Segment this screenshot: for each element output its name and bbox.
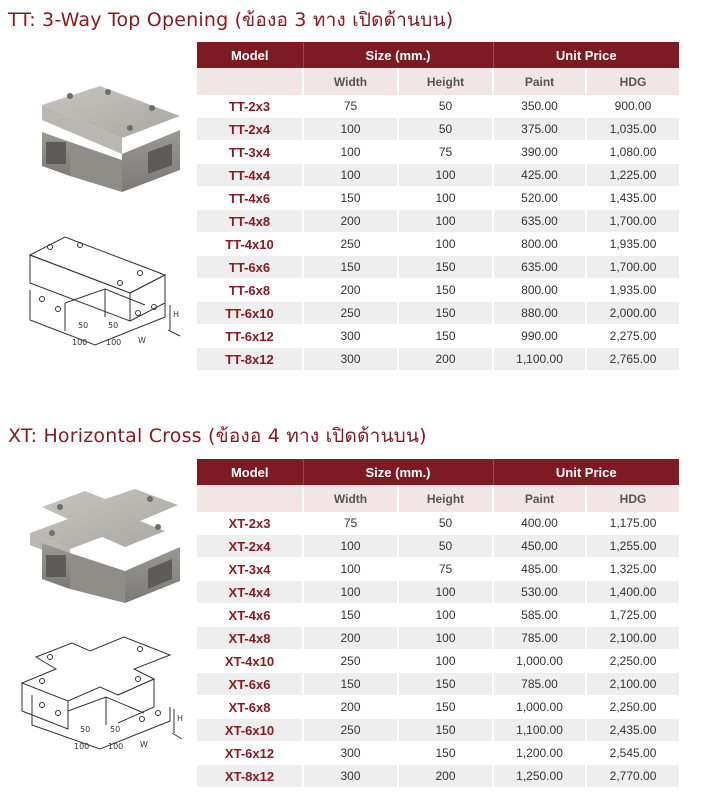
cell-width: 150 bbox=[303, 187, 398, 210]
tt-dim-b1: 100 bbox=[72, 338, 88, 347]
table-row bbox=[197, 719, 679, 742]
cell-model: TT-8x12 bbox=[197, 348, 303, 371]
cell-width: 75 bbox=[303, 512, 398, 535]
cell-height: 150 bbox=[398, 719, 493, 742]
tt-dim-h: H bbox=[173, 310, 180, 319]
cell-width: 300 bbox=[303, 348, 398, 371]
table-row bbox=[197, 210, 679, 233]
tt-title: TT: 3-Way Top Opening (ข้องอ 3 ทาง เปิดด้านบน) bbox=[8, 9, 454, 31]
tt-header-width: Width bbox=[303, 68, 398, 95]
cell-height: 75 bbox=[398, 558, 493, 581]
cell-width: 150 bbox=[303, 604, 398, 627]
cell-hdg: 2,435.00 bbox=[586, 719, 679, 742]
table-row bbox=[197, 581, 679, 604]
cell-hdg: 2,250.00 bbox=[586, 650, 679, 673]
table-row bbox=[197, 325, 679, 348]
cell-model: XT-4x6 bbox=[197, 604, 303, 627]
xt-dimension-drawing bbox=[20, 635, 190, 765]
xt-header-width: Width bbox=[303, 485, 398, 512]
xt-header-size: Size (mm.) bbox=[303, 459, 493, 485]
cell-height: 50 bbox=[398, 118, 493, 141]
xt-header-height: Height bbox=[398, 485, 493, 512]
xt-header-price: Unit Price bbox=[493, 459, 679, 485]
cell-paint: 485.00 bbox=[493, 558, 586, 581]
cell-hdg: 2,100.00 bbox=[586, 673, 679, 696]
cell-width: 300 bbox=[303, 765, 398, 788]
cell-width: 150 bbox=[303, 256, 398, 279]
cell-height: 100 bbox=[398, 187, 493, 210]
xt-price-table bbox=[197, 459, 679, 788]
cell-width: 200 bbox=[303, 279, 398, 302]
cell-model: XT-6x6 bbox=[197, 673, 303, 696]
table-row bbox=[197, 95, 679, 118]
cell-paint: 585.00 bbox=[493, 604, 586, 627]
cell-height: 100 bbox=[398, 627, 493, 650]
cell-height: 100 bbox=[398, 210, 493, 233]
cell-paint: 450.00 bbox=[493, 535, 586, 558]
cell-height: 75 bbox=[398, 141, 493, 164]
cell-height: 150 bbox=[398, 256, 493, 279]
tt-dimension-drawing bbox=[20, 235, 190, 365]
xt-table-body bbox=[197, 512, 679, 788]
xt-dim-a2: 50 bbox=[110, 725, 121, 734]
cell-width: 150 bbox=[303, 673, 398, 696]
table-row bbox=[197, 256, 679, 279]
cell-paint: 375.00 bbox=[493, 118, 586, 141]
cell-width: 200 bbox=[303, 696, 398, 719]
xt-header-blank bbox=[197, 485, 303, 512]
cell-height: 150 bbox=[398, 696, 493, 719]
cell-hdg: 2,765.00 bbox=[586, 348, 679, 371]
table-row bbox=[197, 141, 679, 164]
cell-hdg: 1,725.00 bbox=[586, 604, 679, 627]
cell-paint: 400.00 bbox=[493, 512, 586, 535]
cell-model: TT-4x10 bbox=[197, 233, 303, 256]
cell-model: TT-4x4 bbox=[197, 164, 303, 187]
table-row bbox=[197, 558, 679, 581]
cell-width: 250 bbox=[303, 233, 398, 256]
cell-hdg: 1,080.00 bbox=[586, 141, 679, 164]
cell-width: 250 bbox=[303, 719, 398, 742]
table-row bbox=[197, 302, 679, 325]
cell-width: 300 bbox=[303, 325, 398, 348]
tt-header-height: Height bbox=[398, 68, 493, 95]
tt-table-body bbox=[197, 95, 679, 371]
cell-hdg: 1,435.00 bbox=[586, 187, 679, 210]
cell-width: 100 bbox=[303, 535, 398, 558]
cell-paint: 880.00 bbox=[493, 302, 586, 325]
cell-hdg: 1,175.00 bbox=[586, 512, 679, 535]
cell-model: XT-6x10 bbox=[197, 719, 303, 742]
cell-hdg: 1,400.00 bbox=[586, 581, 679, 604]
cell-width: 100 bbox=[303, 581, 398, 604]
table-row bbox=[197, 535, 679, 558]
cell-width: 100 bbox=[303, 164, 398, 187]
cell-model: TT-2x4 bbox=[197, 118, 303, 141]
cell-hdg: 2,770.00 bbox=[586, 765, 679, 788]
cell-hdg: 1,035.00 bbox=[586, 118, 679, 141]
xt-header-model: Model bbox=[197, 459, 303, 485]
cell-hdg: 1,935.00 bbox=[586, 279, 679, 302]
cell-paint: 425.00 bbox=[493, 164, 586, 187]
tt-price-table bbox=[197, 42, 679, 371]
table-row bbox=[197, 164, 679, 187]
cell-paint: 785.00 bbox=[493, 627, 586, 650]
cell-paint: 390.00 bbox=[493, 141, 586, 164]
cell-hdg: 1,225.00 bbox=[586, 164, 679, 187]
xt-header-paint: Paint bbox=[493, 485, 586, 512]
xt-title: XT: Horizontal Cross (ข้องอ 4 ทาง เปิดด้านบน) bbox=[8, 425, 427, 447]
xt-product-photo bbox=[30, 485, 190, 610]
cell-paint: 635.00 bbox=[493, 256, 586, 279]
tt-dim-a1: 50 bbox=[78, 321, 89, 330]
table-row bbox=[197, 742, 679, 765]
cell-model: XT-6x12 bbox=[197, 742, 303, 765]
cell-hdg: 900.00 bbox=[586, 95, 679, 118]
cell-paint: 530.00 bbox=[493, 581, 586, 604]
xt-dim-a1: 50 bbox=[80, 725, 91, 734]
tt-dim-a2: 50 bbox=[108, 321, 119, 330]
cell-hdg: 1,935.00 bbox=[586, 233, 679, 256]
table-row bbox=[197, 650, 679, 673]
xt-dim-b1: 100 bbox=[74, 742, 90, 751]
tt-dim-b2: 100 bbox=[106, 338, 122, 347]
cell-paint: 785.00 bbox=[493, 673, 586, 696]
cell-model: TT-2x3 bbox=[197, 95, 303, 118]
cell-model: TT-4x6 bbox=[197, 187, 303, 210]
cell-height: 150 bbox=[398, 325, 493, 348]
xt-section bbox=[0, 417, 710, 800]
table-row bbox=[197, 696, 679, 719]
xt-header-hdg: HDG bbox=[586, 485, 679, 512]
cell-height: 50 bbox=[398, 535, 493, 558]
table-row bbox=[197, 118, 679, 141]
cell-hdg: 1,325.00 bbox=[586, 558, 679, 581]
tt-dim-w: W bbox=[138, 336, 146, 345]
cell-height: 100 bbox=[398, 233, 493, 256]
tt-header-hdg: HDG bbox=[586, 68, 679, 95]
cell-height: 100 bbox=[398, 604, 493, 627]
cell-model: XT-6x8 bbox=[197, 696, 303, 719]
tt-product-photo bbox=[30, 80, 190, 205]
cell-height: 150 bbox=[398, 302, 493, 325]
cell-height: 200 bbox=[398, 348, 493, 371]
cell-width: 100 bbox=[303, 141, 398, 164]
cell-model: XT-2x3 bbox=[197, 512, 303, 535]
cell-width: 200 bbox=[303, 210, 398, 233]
cell-paint: 635.00 bbox=[493, 210, 586, 233]
cell-hdg: 2,100.00 bbox=[586, 627, 679, 650]
cell-paint: 1,000.00 bbox=[493, 650, 586, 673]
cell-hdg: 1,700.00 bbox=[586, 210, 679, 233]
cell-width: 200 bbox=[303, 627, 398, 650]
tt-header-size: Size (mm.) bbox=[303, 42, 493, 68]
xt-dim-w: W bbox=[140, 740, 148, 749]
cell-width: 75 bbox=[303, 95, 398, 118]
cell-hdg: 2,545.00 bbox=[586, 742, 679, 765]
cell-model: TT-6x6 bbox=[197, 256, 303, 279]
cell-height: 150 bbox=[398, 279, 493, 302]
cell-height: 100 bbox=[398, 581, 493, 604]
cell-paint: 1,250.00 bbox=[493, 765, 586, 788]
cell-height: 150 bbox=[398, 673, 493, 696]
table-row bbox=[197, 627, 679, 650]
cell-model: TT-6x12 bbox=[197, 325, 303, 348]
table-row bbox=[197, 512, 679, 535]
table-row bbox=[197, 604, 679, 627]
cell-model: TT-3x4 bbox=[197, 141, 303, 164]
table-row bbox=[197, 279, 679, 302]
cell-model: TT-4x8 bbox=[197, 210, 303, 233]
cell-model: XT-4x8 bbox=[197, 627, 303, 650]
tt-header-paint: Paint bbox=[493, 68, 586, 95]
cell-paint: 1,100.00 bbox=[493, 348, 586, 371]
cell-paint: 1,000.00 bbox=[493, 696, 586, 719]
table-row bbox=[197, 187, 679, 210]
cell-hdg: 2,000.00 bbox=[586, 302, 679, 325]
table-row bbox=[197, 673, 679, 696]
cell-width: 100 bbox=[303, 558, 398, 581]
cell-hdg: 1,700.00 bbox=[586, 256, 679, 279]
cell-paint: 990.00 bbox=[493, 325, 586, 348]
cell-model: XT-2x4 bbox=[197, 535, 303, 558]
cell-height: 100 bbox=[398, 650, 493, 673]
tt-section bbox=[0, 0, 710, 395]
table-row bbox=[197, 765, 679, 788]
cell-model: XT-3x4 bbox=[197, 558, 303, 581]
xt-dim-h: H bbox=[177, 714, 184, 723]
cell-model: TT-6x8 bbox=[197, 279, 303, 302]
cell-width: 250 bbox=[303, 650, 398, 673]
cell-height: 200 bbox=[398, 765, 493, 788]
cell-width: 250 bbox=[303, 302, 398, 325]
cell-model: XT-4x4 bbox=[197, 581, 303, 604]
cell-paint: 1,200.00 bbox=[493, 742, 586, 765]
cell-width: 300 bbox=[303, 742, 398, 765]
cell-hdg: 2,275.00 bbox=[586, 325, 679, 348]
cell-paint: 800.00 bbox=[493, 233, 586, 256]
tt-header-blank bbox=[197, 68, 303, 95]
cell-hdg: 1,255.00 bbox=[586, 535, 679, 558]
xt-dim-b2: 100 bbox=[108, 742, 124, 751]
cell-model: TT-6x10 bbox=[197, 302, 303, 325]
cell-model: XT-8x12 bbox=[197, 765, 303, 788]
cell-model: XT-4x10 bbox=[197, 650, 303, 673]
cell-width: 100 bbox=[303, 118, 398, 141]
table-row bbox=[197, 348, 679, 371]
table-row bbox=[197, 233, 679, 256]
cell-height: 50 bbox=[398, 95, 493, 118]
cell-height: 150 bbox=[398, 742, 493, 765]
cell-paint: 350.00 bbox=[493, 95, 586, 118]
cell-height: 100 bbox=[398, 164, 493, 187]
tt-header-model: Model bbox=[197, 42, 303, 68]
cell-paint: 520.00 bbox=[493, 187, 586, 210]
tt-header-price: Unit Price bbox=[493, 42, 679, 68]
cell-height: 50 bbox=[398, 512, 493, 535]
cell-hdg: 2,250.00 bbox=[586, 696, 679, 719]
cell-paint: 800.00 bbox=[493, 279, 586, 302]
cell-paint: 1,100.00 bbox=[493, 719, 586, 742]
